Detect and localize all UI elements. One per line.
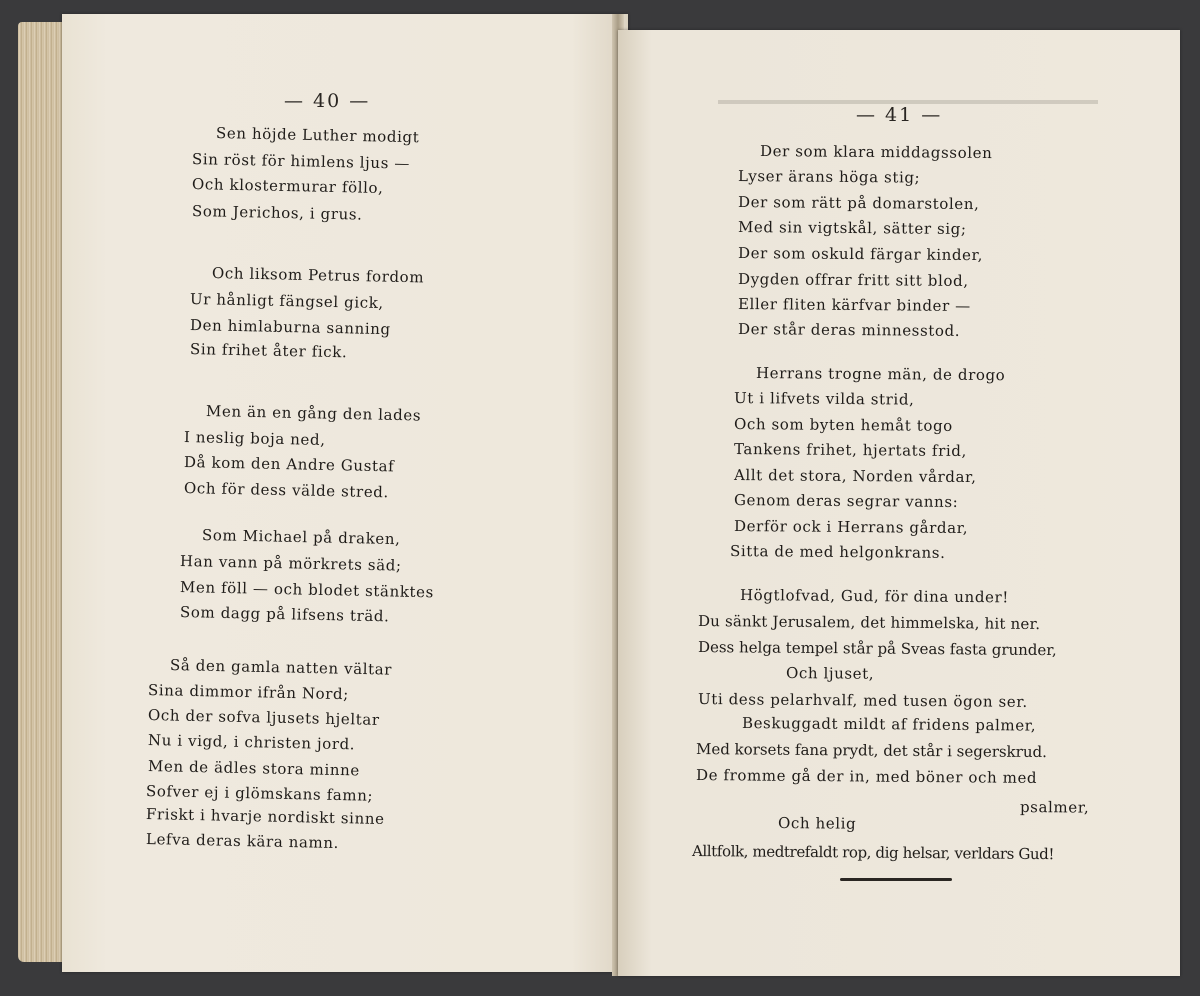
- verse-line: Han vann på mörkrets säd;: [179, 552, 402, 575]
- end-rule: [840, 878, 952, 881]
- verse-line: Sina dimmor ifrån Nord;: [147, 681, 350, 704]
- verse-line: Och der sofva ljusets hjeltar: [147, 706, 380, 729]
- verse-line: Lefva deras kära namn.: [145, 830, 340, 853]
- verse-line: Friskt i hvarje nordiskt sinne: [145, 805, 385, 828]
- verse-line: Som dagg på lifsens träd.: [179, 603, 390, 626]
- verse-line: Och för dess välde stred.: [183, 479, 390, 502]
- verse-line: Alltfolk, medtrefaldt rop, dig helsar, verldars Gud!: [691, 842, 1055, 864]
- right-page: [618, 30, 1180, 976]
- verse-line: Den himlaburna sanning: [189, 316, 391, 339]
- page-number: — 40 —: [284, 90, 371, 112]
- verse-line: Då kom den Andre Gustaf: [183, 453, 395, 476]
- verse-line: Sin röst för himlens ljus —: [191, 150, 411, 173]
- verse-line: Tankens frihet, hjertats frid,: [733, 440, 967, 461]
- verse-line: Der står deras minnesstod.: [737, 320, 961, 340]
- verse-line: Och som byten hemåt togo: [733, 415, 953, 435]
- verse-line: Der som klara middagssolen: [759, 142, 993, 163]
- verse-line: Sen höjde Luther modigt: [215, 124, 420, 147]
- verse-line: Beskuggadt mildt af fridens palmer,: [741, 714, 1037, 735]
- verse-line: Och liksom Petrus fordom: [211, 264, 425, 287]
- verse-line: Ut i lifvets vilda strid,: [733, 389, 915, 409]
- verse-line: Men föll — och blodet stänktes: [179, 578, 435, 602]
- verse-line: Dygden offrar fritt sitt blod,: [737, 270, 969, 291]
- page-edges: [18, 22, 64, 962]
- verse-line: psalmer,: [1019, 798, 1090, 817]
- verse-line: Men de ädles stora minne: [147, 757, 361, 780]
- verse-line: Nu i vigd, i christen jord.: [147, 731, 356, 754]
- verse-line: Med korsets fana prydt, det står i segerskrud.: [695, 740, 1047, 762]
- verse-line: I neslig boja ned,: [183, 428, 326, 449]
- verse-line: Som Michael på draken,: [201, 526, 401, 549]
- verse-line: Med sin vigtskål, sätter sig;: [737, 218, 967, 238]
- verse-line: Sin frihet åter fick.: [189, 340, 348, 362]
- page-number: — 41 —: [856, 104, 943, 126]
- verse-line: Eller fliten kärfvar binder —: [737, 295, 971, 316]
- verse-line: Der som oskuld färgar kinder,: [737, 244, 984, 265]
- verse-line: Ur hånligt fängsel gick,: [189, 290, 384, 313]
- verse-line: Som Jerichos, i grus.: [191, 202, 363, 224]
- verse-line: Du sänkt Jerusalem, det himmelska, hit ner.: [697, 612, 1041, 633]
- verse-line: De fromme gå der in, med böner och med: [695, 766, 1038, 787]
- verse-line: Och klostermurar föllo,: [191, 175, 384, 198]
- verse-line: Och ljuset,: [785, 664, 875, 683]
- verse-line: Och helig: [777, 814, 857, 833]
- verse-line: Sitta de med helgonkrans.: [729, 542, 946, 562]
- verse-line: Herrans trogne män, de drogo: [755, 364, 1006, 385]
- verse-line: Lyser ärans höga stig;: [737, 167, 921, 187]
- verse-line: Uti dess pelarhvalf, med tusen ögon ser.: [697, 690, 1028, 711]
- verse-line: Men än en gång den lades: [205, 402, 422, 425]
- verse-line: Högtlofvad, Gud, för dina under!: [739, 586, 1010, 607]
- verse-line: Der som rätt på domarstolen,: [737, 193, 980, 214]
- verse-line: Sofver ej i glömskans famn;: [145, 782, 374, 805]
- verse-line: Derför ock i Herrans gårdar,: [733, 517, 969, 538]
- verse-line: Genom deras segrar vanns:: [733, 491, 959, 511]
- verse-line: Så den gamla natten vältar: [169, 656, 393, 679]
- left-page: [62, 14, 628, 972]
- verse-line: Dess helga tempel står på Sveas fasta grunder,: [697, 638, 1057, 660]
- verse-line: Allt det stora, Norden vårdar,: [733, 466, 977, 487]
